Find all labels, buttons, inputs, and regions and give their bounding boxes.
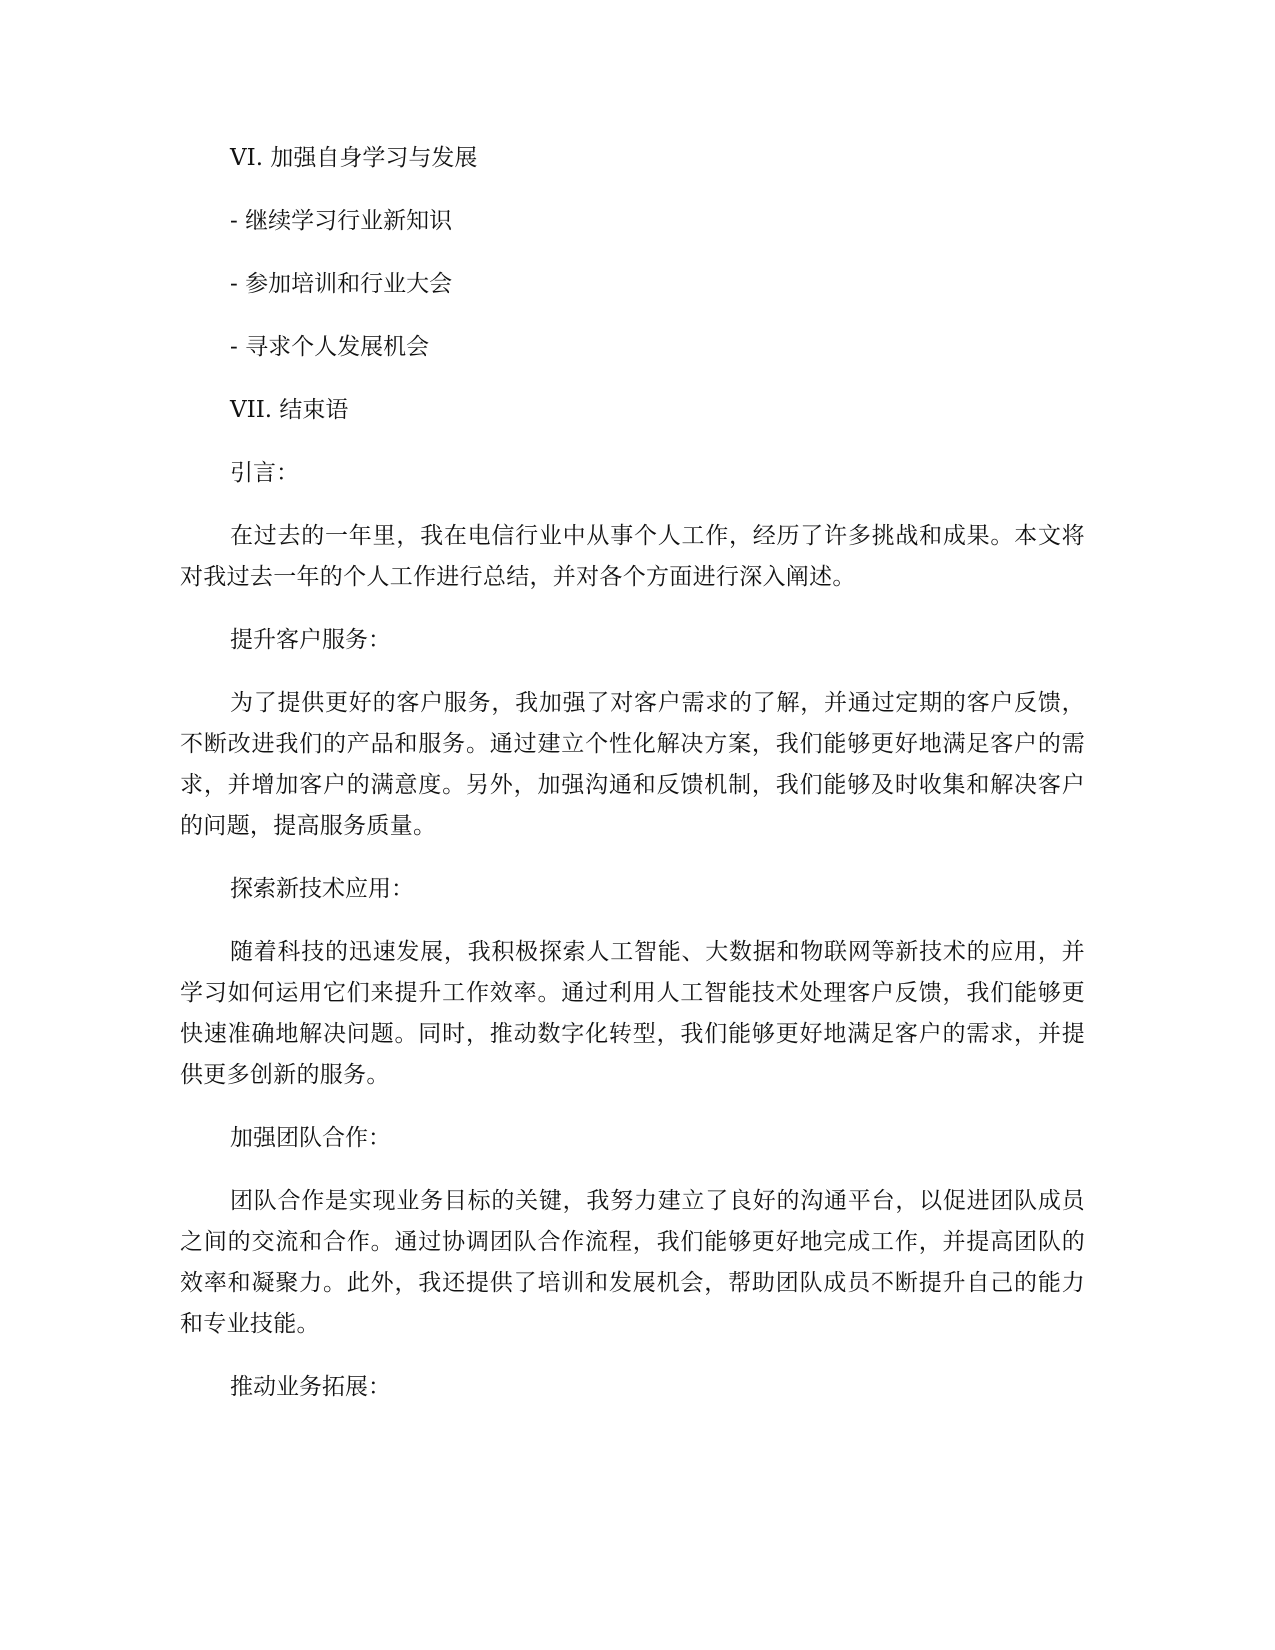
section-6-title: VI. 加强自身学习与发展 xyxy=(230,145,478,171)
document-body xyxy=(180,138,1085,1430)
customer-service-heading: 提升客户服务： xyxy=(230,627,391,653)
new-tech-heading: 探索新技术应用： xyxy=(230,876,414,902)
new-tech-paragraph: 随着科技的迅速发展，我积极探索人工智能、大数据和物联网等新技术的应用，并学习如何运用它们来提升工作效率。通过利用人工智能技术处理客户反馈，我们能够更快速准确地解决问题。同时，推动数字化转型，我们能够更好地满足客户的需求，并提供更多创新的服务。 xyxy=(180,939,1085,1088)
section-7-title: VII. 结束语 xyxy=(230,397,349,423)
intro-paragraph: 在过去的一年里，我在电信行业中从事个人工作，经历了许多挑战和成果。本文将对我过去一年的个人工作进行总结，并对各个方面进行深入阐述。 xyxy=(180,523,1085,590)
list-item: - 参加培训和行业大会 xyxy=(230,271,453,297)
list-item: - 寻求个人发展机会 xyxy=(230,334,430,360)
teamwork-heading: 加强团队合作： xyxy=(230,1125,391,1151)
business-heading: 推动业务拓展： xyxy=(230,1374,391,1400)
intro-heading: 引言： xyxy=(230,460,299,486)
customer-service-paragraph: 为了提供更好的客户服务，我加强了对客户需求的了解，并通过定期的客户反馈，不断改进我们的产品和服务。通过建立个性化解决方案，我们能够更好地满足客户的需求，并增加客户的满意度。另外，加强沟通和反馈机制，我们能够及时收集和解决客户的问题，提高服务质量。 xyxy=(180,690,1085,839)
list-item: - 继续学习行业新知识 xyxy=(230,208,453,234)
teamwork-paragraph: 团队合作是实现业务目标的关键，我努力建立了良好的沟通平台，以促进团队成员之间的交流和合作。通过协调团队合作流程，我们能够更好地完成工作，并提高团队的效率和凝聚力。此外，我还提供了培训和发展机会，帮助团队成员不断提升自己的能力和专业技能。 xyxy=(180,1188,1085,1337)
